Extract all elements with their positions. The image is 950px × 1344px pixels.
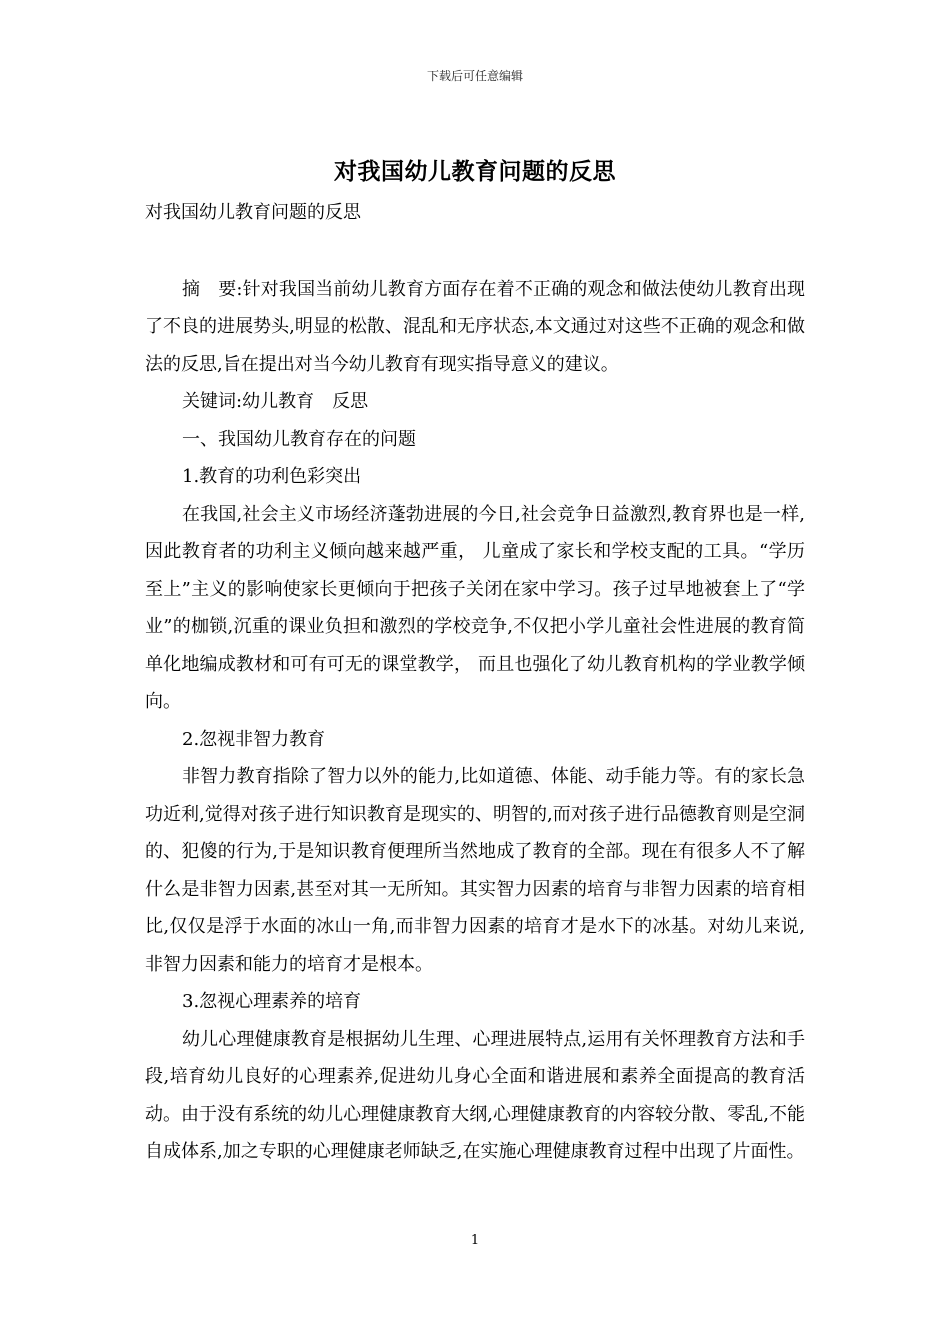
page-number: 1 (470, 1233, 480, 1248)
document-body (145, 194, 805, 1171)
subsection-heading: 2.忽视非智力教育 (182, 728, 326, 750)
keywords-line: 关键词:幼儿教育 反思 (182, 391, 369, 412)
document-subtitle: 对我国幼儿教育问题的反思 (145, 202, 361, 223)
header-note: 下载后可任意编辑 (426, 69, 523, 83)
body-paragraph: 幼儿心理健康教育是根据幼儿生理、心理进展特点,运用有关怀理教育方法和手段,培育幼儿良好的心理素养,促进幼儿身心全面和谐进展和素养全面提高的教育活动。由于没有系统的幼儿心理健康教育大纲,心理健康教育的内容较分散、零乱,不能自成体系,加之专职的心理健康老师缺乏,在实施心理健康教育过程中出现了片面性。 (145, 1028, 805, 1162)
body-paragraph: 非智力教育指除了智力以外的能力,比如道德、体能、动手能力等。有的家长急功近利,觉得对孩子进行知识教育是现实的、明智的,而对孩子进行品德教育则是空洞的、犯傻的行为,于是知识教育便理所当然地成了教育的全部。现在有很多人不了解什么是非智力因素,甚至对其一无所知。其实智力因素的培育与非智力因素的培育相比,仅仅是浮于水面的冰山一角,而非智力因素的培育才是水下的冰基。对幼儿来说,非智力因素和能力的培育才是根本。 (145, 766, 805, 975)
spacer (145, 232, 805, 271)
abstract-paragraph: 摘 要:针对我国当前幼儿教育方面存在着不正确的观念和做法使幼儿教育出现了不良的进展势头,明显的松散、混乱和无序状态,本文通过对这些不正确的观念和做法的反思,旨在提出对当今幼儿教育有现实指导意义的建议。 (145, 278, 805, 375)
document-title: 对我国幼儿教育问题的反思 (334, 158, 616, 185)
subsection-heading: 1.教育的功利色彩突出 (182, 466, 362, 487)
body-paragraph: 在我国,社会主义市场经济蓬勃进展的今日,社会竞争日益激烈,教育界也是一样,因此教育者的功利主义倾向越来越严重， 儿童成了家长和学校支配的工具。“学历至上”主义的影响使家长更倾向于把孩子关闭在家中学习。孩子过早地被套上了“学业”的枷锁,沉重的课业负担和激烈的学校竞争,不仅把小学儿童社会性进展的教育简单化地编成教材和可有可无的课堂教学， 而且也强化了幼儿教育机构的学业教学倾向。 (145, 503, 805, 712)
section-heading: 一、我国幼儿教育存在的问题 (182, 428, 416, 450)
subsection-heading: 3.忽视心理素养的培育 (182, 991, 362, 1012)
